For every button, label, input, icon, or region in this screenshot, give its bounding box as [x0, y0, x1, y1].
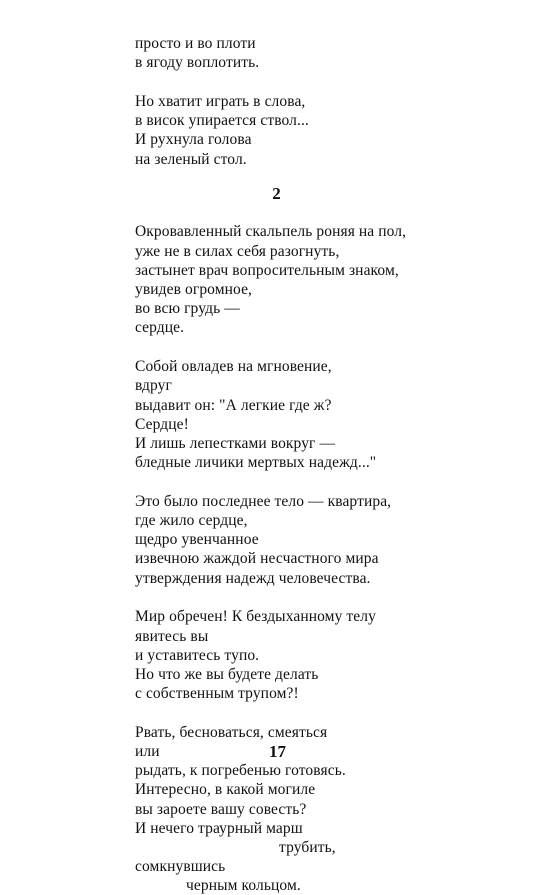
poem-line: явитесь вы [135, 627, 209, 645]
poem-line: Собой овладев на мгновение, [135, 358, 332, 376]
poem-line: во всю грудь — [135, 300, 240, 318]
poem-line: Сердце! [135, 415, 189, 433]
poem-line: вдруг [135, 377, 172, 395]
poem-line: бледные личики мертвых надежд..." [135, 454, 377, 472]
poem-line: просто и во плоти [135, 35, 256, 52]
section-number: 2 [272, 184, 281, 204]
poem-line: где жило сердце, [135, 512, 248, 529]
poem-line: увидев огромное, [135, 281, 253, 298]
poem-line: утверждения надежд человечества. [135, 569, 371, 587]
poem-line: в ягоду воплотить. [135, 54, 260, 72]
poem-line: в висок упирается ствол... [135, 112, 309, 130]
poem-line: Окровавленный скальпель роняя на пол, [135, 223, 407, 241]
poem-line: и уставитесь тупо. [135, 646, 260, 664]
poem-line: сомкнувшись [135, 858, 226, 876]
poem-line: на зеленый стол. [135, 150, 247, 168]
poem-line: уже не в силах себя разогнуть, [135, 242, 340, 260]
poem-line: Интересно, в какой могиле [135, 781, 316, 799]
poem-line: Это было последнее тело — квартира, [135, 492, 392, 510]
poem-line: Рвать, бесноваться, смеяться [135, 723, 328, 741]
poem-line: застынет врач вопросительным знаком, [135, 261, 399, 279]
poem-line: И нечего траурный марш [135, 819, 303, 837]
poem-line: сердце. [135, 319, 185, 337]
poem-line: рыдать, к погребенью готовясь. [135, 762, 346, 780]
poem-line: вы зароете вашу совесть? [135, 800, 307, 818]
page-number: 17 [269, 742, 286, 761]
poem-line: трубить, [279, 839, 336, 856]
poem-line: выдавит он: "А легкие где ж? [135, 396, 332, 414]
poem-line: черным кольцом. [186, 877, 301, 895]
poem-line: Мир обречен! К бездыханному телу [135, 608, 376, 626]
poem-line: извечною жаждой несчастного мира [135, 550, 379, 568]
poem-line: Но что же вы будете делать [135, 665, 319, 683]
poem-line: щедро увенчанное [135, 531, 259, 549]
poem-line: Но хватит играть в слова, [135, 92, 306, 110]
poem-line: с собственным трупом?! [135, 685, 299, 703]
poem-line: И рухнула голова [135, 131, 252, 149]
poem-line: И лишь лепестками вокруг — [135, 434, 336, 452]
poem-line: или [135, 743, 160, 760]
